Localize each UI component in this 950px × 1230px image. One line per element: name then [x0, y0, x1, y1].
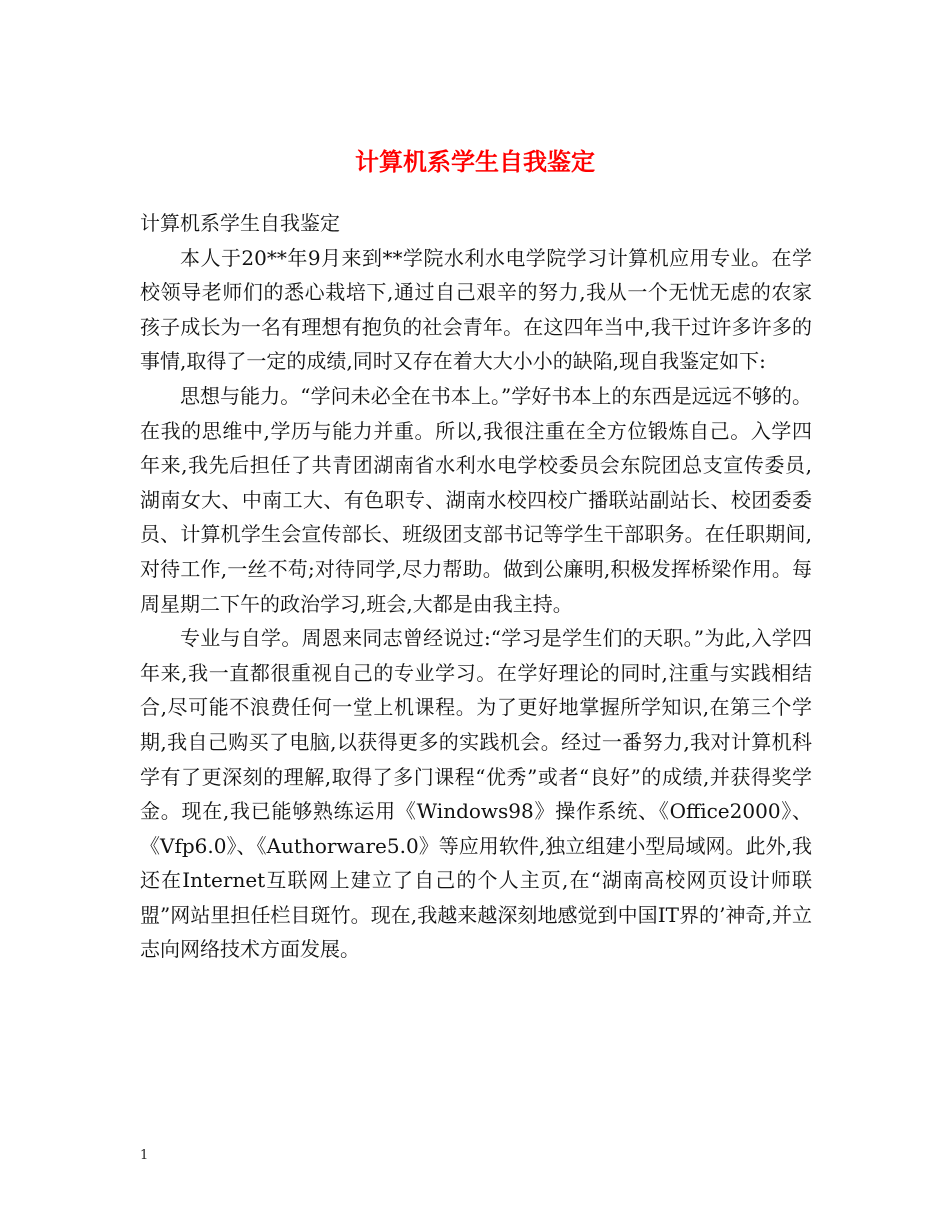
page-title: 计算机系学生自我鉴定	[355, 148, 595, 177]
document-subtitle: 计算机系学生自我鉴定	[140, 211, 340, 235]
paragraph-thought-ability: 思想与能力。“学问未必全在书本上。”学好书本上的东西是远远不够的。在我的思维中,学历与能力并重。所以,我很注重在全方位锻炼自己。入学四年来,我先后担任了共青团湖南省水利水电学校委员会东院团总支宣传委员,湖南女大、中南工大、有色职专、湖南水校四校广播联站副站长、校团委委员、计算机学生会宣传部长、班级团支部书记等学生干部职务。在任职期间,对待工作,一丝不苟;对待同学,尽力帮助。做到公廉明,积极发挥桥梁作用。每周星期二下午的政治学习,班会,大都是由我主持。	[140, 383, 812, 616]
paragraph-intro: 本人于20**年9月来到**学院水利水电学院学习计算机应用专业。在学校领导老师们的悉心栽培下,通过自己艰辛的努力,我从一个无忧无虑的农家孩子成长为一名有理想有抱负的社会青年。在这四年当中,我干过许多许多的事情,取得了一定的成绩,同时又存在着大大小小的缺陷,现自我鉴定如下:	[140, 245, 812, 374]
page-number: 1	[140, 1148, 149, 1163]
paragraph-major-self-study: 专业与自学。周恩来同志曾经说过:“学习是学生们的天职。”为此,入学四年来,我一直都很重视自己的专业学习。在学好理论的同时,注重与实践相结合,尽可能不浪费任何一堂上机课程。为了更好地掌握所学知识,在第三个学期,我自己购买了电脑,以获得更多的实践机会。经过一番努力,我对计算机科学有了更深刻的理解,取得了多门课程“优秀”或者“良好”的成绩,并获得奖学金。现在,我已能够熟练运用《Windows98》操作系统、《Office2000》、《Vfp6.0》、《Authorware5.0》等应用软件,独立组建小型局域网。此外,我还在Internet互联网上建立了自己的个人主页,在“湖南高校网页设计师联盟”网站里担任栏目斑竹。现在,我越来越深刻地感觉到中国IT界的’神奇,并立志向网络技术方面发展。	[140, 626, 812, 962]
document-body	[140, 206, 812, 967]
